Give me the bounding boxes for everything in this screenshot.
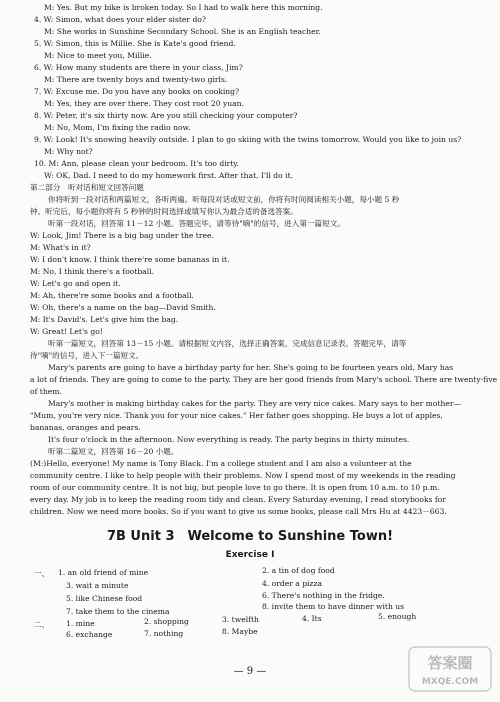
text-line: 9. W: Look! It's snowing heavily outside. I plan to go skiing with the twins tomorrow. Would you like to join us? (34, 135, 462, 144)
svg-text:MXQE.COM: MXQE.COM (421, 677, 479, 687)
answer-item: 5. enough (378, 612, 417, 621)
text-line: 钟。听完后，每小题你将有 5 秒钟的时间选择或填写你认为最合适的备选答案。 (30, 207, 298, 216)
text-line: 10. M: Ann, please clean your bedroom. It's too dirty. (34, 159, 239, 168)
text-line: M: Nice to meet you, Millie. (44, 51, 152, 60)
answer-item: 2. a tin of dog food (262, 566, 335, 575)
answer-item: 6. There's nothing in the fridge. (262, 591, 385, 600)
answer-item: 3. wait a minute (66, 581, 129, 590)
answer-item: 1. mine (66, 619, 95, 628)
answer-item: 7. nothing (144, 629, 184, 638)
answer-item: 3. twelfth (222, 615, 259, 624)
watermark-icon (408, 646, 492, 692)
text-line: W: OK, Dad. I need to do my homework first. After that, I'll do it. (44, 171, 294, 180)
text-line: (M:)Hello, everyone! My name is Tony Black. I'm a college student and I am also a volunteer at the (30, 459, 412, 468)
text-line: M: Yes. But my bike is broken today. So I had to walk here this morning. (44, 3, 323, 12)
text-line: 你将听到一段对话和两篇短文，各听两遍。听每段对话或短文前，你将有时间阅读相关小题，每小题 5 秒 (48, 195, 400, 204)
text-line: W: I don't know. I think there're some bananas in it. (30, 255, 230, 264)
text-line: 听第一篇短文，回答第 13－15 小题。请根据短文内容，选择正确答案，完成信息记录表。答题完毕，请等 (48, 339, 407, 348)
text-line: "Mum, you're very nice. Thank you for your nice cakes." Her father goes shopping. He buys a lot of apples, (30, 411, 443, 420)
text-line: W: Oh, there's a name on the bag—David Smith. (30, 303, 216, 312)
text-line: 5. W: Simon, this is Millie. She is Kate's good friend. (34, 39, 236, 48)
text-line: M: No, I think there's a football. (30, 267, 155, 276)
text-line: 8. W: Peter, it's six thirty now. Are you still checking your computer? (34, 111, 298, 120)
text-line: children. Now we need more books. So if you want to give us some books, please call Mrs Hu at 4423－663. (30, 507, 447, 516)
page-number: — 9 — (233, 666, 267, 677)
svg-text:答案圈: 答案圈 (427, 654, 473, 672)
answer-item: 8. invite them to have dinner with us (262, 602, 405, 611)
text-line: W: Look, Jim! There is a big bag under the tree. (30, 231, 214, 240)
text-line: M: Yes, they are over there. They cost root 20 yuan. (44, 99, 244, 108)
answer-item: 6. exchange (66, 630, 113, 639)
text-line: It's four o'clock in the afternoon. Now everything is ready. The party begins in thirty minutes. (48, 435, 410, 444)
watermark-logo (408, 646, 492, 692)
text-line: W: Let's go and open it. (30, 279, 121, 288)
text-line: community centre. I like to help people with their problems. Now I spend most of my weekends in the reading (30, 471, 456, 480)
text-line: 6. W: How many students are there in your class, Jim? (34, 63, 243, 72)
text-line: M: Ah, there're some books and a football. (30, 291, 194, 300)
answer-item: 7. take them to the cinema (66, 607, 170, 616)
text-line: Mary's parents are going to have a birthday party for her. She's going to be fourteen years old. Mary has (48, 363, 454, 372)
text-line: M: She works in Sunshine Secondary School. She is an English teacher. (44, 27, 321, 36)
answer-item: 4. order a pizza (262, 579, 323, 588)
text-line: M: No, Mom, I'm fixing the radio now. (44, 123, 191, 132)
text-line: M: Why not? (44, 147, 93, 156)
text-line: 待"嘀"的信号，进入下一篇短文。 (30, 351, 144, 360)
answer-item: 2. shopping (144, 617, 189, 626)
text-line: room of our community centre. It is not big, but people love to go there. It is open from 10 a.m. to 10 p.m. (30, 483, 440, 492)
text-line: M: It's David's. Let's give him the bag. (30, 315, 179, 324)
text-line: Mary's mother is making birthday cakes for the party. They are very nice cakes. Mary says to her mother— (48, 399, 462, 408)
text-line: a lot of friends. They are going to come to the party. They are her good friends from Mary's school. There are twenty-five (30, 375, 498, 384)
answer-item: 1. an old friend of mine (58, 568, 149, 577)
section-label: 一、 (34, 569, 50, 578)
text-line: 听第二篇短文，回答第 16－20 小题。 (48, 447, 179, 456)
text-line: M: There are twenty boys and twenty-two girls. (44, 75, 228, 84)
text-line: of them. (30, 387, 62, 396)
text-line: M: What's in it? (30, 243, 91, 252)
text-line: every day. My job is to keep the reading room tidy and clean. Every Saturday evening, I read storybooks for (30, 495, 446, 504)
text-line: bananas, oranges and pears. (30, 423, 141, 432)
unit-title: 7B Unit 3 Welcome to Sunshine Town! (106, 529, 394, 544)
text-line: W: Great! Let's go! (30, 327, 103, 336)
text-line: 听第一段对话，回答第 11－12 小题。答题完毕，请等待"嘀"的信号，进入第一篇短文。 (48, 219, 345, 228)
answer-item: 8. Maybe (222, 627, 258, 636)
answer-item: 4. Its (302, 614, 322, 623)
text-line: 4. W: Simon, what does your elder sister do? (34, 15, 206, 24)
exercise-heading: Exercise I (225, 550, 275, 560)
section-label: 二、 (34, 620, 50, 629)
section-heading: 第二部分 听对话和短文回答问题 (30, 183, 144, 192)
answer-item: 5. like Chinese food (66, 594, 143, 603)
text-line: 7. W: Excuse me. Do you have any books on cooking? (34, 87, 240, 96)
